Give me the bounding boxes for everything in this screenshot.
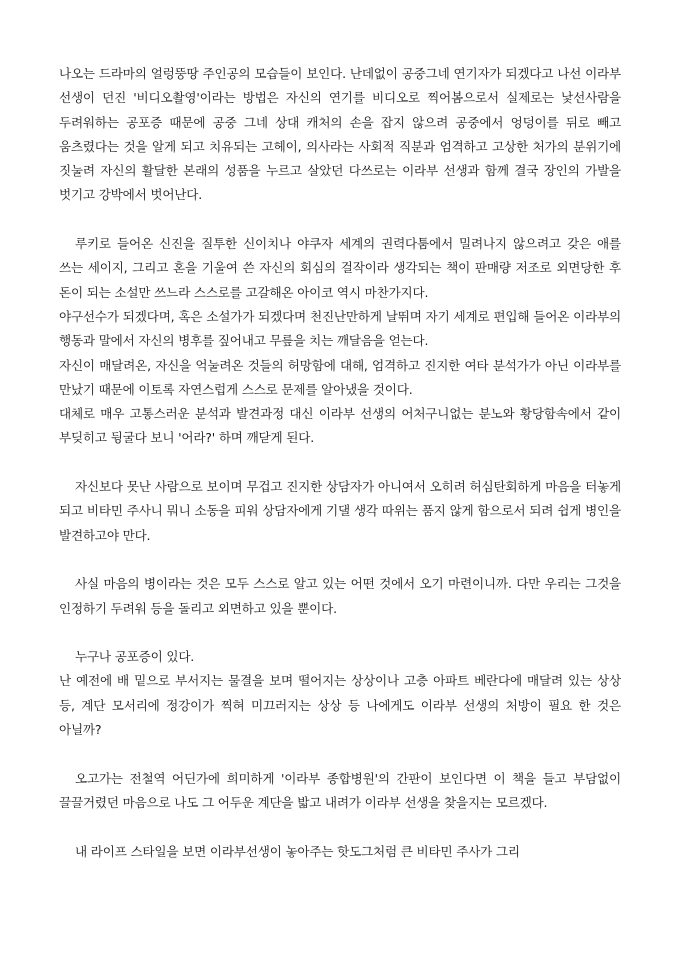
paragraph-gap bbox=[59, 621, 621, 645]
paragraph-gap bbox=[59, 451, 621, 475]
paragraph: 내 라이프 스타일을 보면 이라부선생이 놓아주는 핫도그처럼 큰 비타민 주사가 그리 bbox=[75, 843, 520, 859]
paragraph: 루키로 들어온 신진을 질투한 신이치나 야쿠자 세계의 권력다툼에서 밀려나지 않으려고 갖은 애를 쓰는 세이지, 그리고 혼을 기울여 쓴 자신의 회심의 걸작이라 생각되는 책이 판매량 저조로 외면당한 후 돈이 되는 소설만 쓰느라 스스로를 고갈해온 아이코 역시 마찬가지다. bbox=[59, 236, 621, 300]
paragraph: 자신보다 못난 사람으로 보이며 무겁고 진지한 상담자가 아니여서 오히려 허심탄회하게 마음을 터놓게 되고 비타민 주사니 뭐니 소동을 피워 상담자에게 기댈 생각 따위는 품지 않게 함으로서 되려 쉽게 병인을 발견하고야 만다. bbox=[59, 479, 621, 543]
paragraph: 누구나 공포증이 있다. bbox=[75, 649, 195, 665]
paragraph-gap bbox=[59, 815, 621, 839]
paragraph-gap bbox=[59, 742, 621, 766]
paragraph: 나오는 드라마의 얼렁뚱땅 주인공의 모습들이 보인다. 난데없이 공중그네 연기자가 되겠다고 나선 이라부 선생이 던진 '비디오촬영'이라는 방법은 자신의 연기를 비디오로 찍어봄으로서 실제로는 낯선사람을 두려워하는 공포증 때문에 공중 그네 상대 캐처의 손을 잡지 않으려 공중에서 엉덩이를 뒤로 빼고 움츠렸다는 것을 알게 되고 치유되는 고헤이, 의사라는 사회적 직분과 엄격하고 고상한 처가의 분위기에 짓눌려 자신의 활달한 본래의 성품을 누르고 살았던 다쓰로는 이라부 선생과 함께 결국 장인의 가발을 벗기고 강박에서 벗어난다. bbox=[59, 66, 621, 203]
paragraph: 사실 마음의 병이라는 것은 모두 스스로 알고 있는 어떤 것에서 오기 마련이니까. 다만 우리는 그것을 인정하기 두려워 등을 돌리고 외면하고 있을 뿐이다. bbox=[59, 576, 621, 616]
paragraph: 자신이 매달려온, 자신을 억눌려온 것들의 허망함에 대해, 엄격하고 진지한 여타 분석가가 아닌 이라부를 만났기 때문에 이토록 자연스럽게 스스로 문제를 알아냈을 것이다. bbox=[59, 357, 621, 397]
paragraph: 오고가는 전철역 어딘가에 희미하게 '이라부 종합병원'의 간판이 보인다면 이 책을 들고 부담없이 끌끌거렸던 마음으로 나도 그 어두운 계단을 밟고 내려가 이라부 선생을 찾을지는 모르겠다. bbox=[59, 770, 621, 810]
paragraph: 난 예전에 배 밑으로 부서지는 물결을 보며 떨어지는 상상이나 고층 아파트 베란다에 매달려 있는 상상 등, 계단 모서리에 정강이가 찍혀 미끄러지는 상상 등 나에게도 이라부 선생의 처방이 필요 한 것은 아닐까? bbox=[59, 673, 621, 738]
paragraph: 야구선수가 되겠다며, 혹은 소설가가 되겠다며 천진난만하게 날뛰며 자기 세계로 편입해 들어온 이라부의 행동과 말에서 자신의 병후를 짚어내고 무릎을 치는 깨달음을 얻는다. bbox=[59, 308, 621, 349]
paragraph-gap bbox=[59, 548, 621, 572]
document-page bbox=[59, 62, 621, 864]
paragraph: 대체로 매우 고통스러운 분석과 발견과정 대신 이라부 선생의 어처구니없는 분노와 황당함속에서 같이 부딪히고 뒹굴다 보니 '어라?' 하며 깨닫게 된다. bbox=[59, 406, 621, 446]
paragraph-gap bbox=[59, 208, 621, 232]
